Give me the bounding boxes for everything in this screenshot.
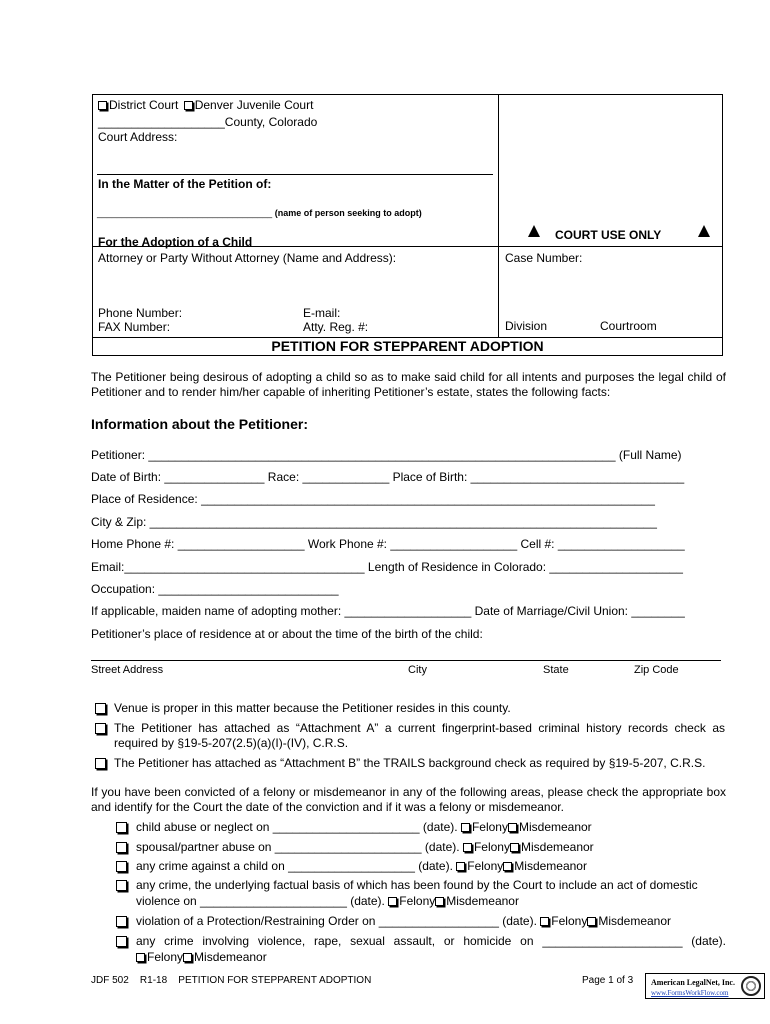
felony-label: Felony: [467, 859, 504, 873]
misdemeanor-label: Misdemeanor: [518, 820, 592, 834]
triangle-left-icon: [528, 224, 540, 242]
caption-box: [92, 94, 723, 356]
email-residence-length-field[interactable]: Email:____________________________________ Length of Residence in Colorado: ____________________: [91, 560, 683, 574]
fax-label: FAX Number:: [98, 320, 171, 334]
misdemeanor-label: Misdemeanor: [194, 950, 267, 964]
attachment-b-statement: The Petitioner has attached as “Attachment B” the TRAILS background check as required by §19-5-207, C.R.S.: [114, 756, 706, 770]
child-abuse-misdemeanor-checkbox[interactable]: [508, 823, 517, 832]
felony-label: Felony: [471, 820, 508, 834]
email-label: E-mail:: [303, 306, 341, 320]
attachment-a-checkbox[interactable]: [95, 720, 114, 738]
felony-label: Felony: [551, 914, 588, 928]
convictions-intro: If you have been convicted of a felony or misdemeanor in any of the following areas, please check the appropriate box and identify for the Court the date of the conviction and if it was a felony or misdemeanor.: [91, 785, 726, 814]
spousal-abuse-row: [136, 840, 594, 854]
vendor-logo: [645, 973, 765, 999]
violent-crime-classification: [136, 950, 267, 964]
restraining-order-misdemeanor-checkbox[interactable]: [587, 917, 596, 926]
matter-label: In the Matter of the Petition of:: [98, 177, 272, 191]
child-abuse-felony-checkbox[interactable]: [461, 823, 470, 832]
crime-against-child-felony-checkbox[interactable]: [456, 862, 465, 871]
phones-field[interactable]: Home Phone #: ___________________ Work Phone #: ___________________ Cell #: ___________________: [91, 537, 685, 551]
violent-crime-felony-checkbox[interactable]: [136, 953, 145, 962]
domestic-violence-misdemeanor-checkbox[interactable]: [435, 897, 444, 906]
form-revision: R1-18: [139, 975, 168, 986]
phone-label: Phone Number:: [98, 306, 183, 320]
crime-against-child-misdemeanor-checkbox[interactable]: [503, 862, 512, 871]
petitioner-name-field[interactable]: Petitioner: ______________________________________________________________________ (Full Name): [91, 448, 682, 462]
violent-crime-misdemeanor-checkbox[interactable]: [183, 953, 192, 962]
violent-crime-text[interactable]: any crime involving violence, rape, sexual assault, or homicide on _____________________ (date).: [136, 934, 726, 948]
vendor-name: American LegalNet, Inc.: [651, 978, 735, 987]
vendor-url-link[interactable]: www.FormsWorkFlow.com: [651, 989, 729, 997]
domestic-violence-text-2[interactable]: violence on ______________________ (date).: [136, 894, 385, 908]
court-selection: [98, 98, 313, 112]
misdemeanor-label: Misdemeanor: [514, 859, 587, 873]
division-label: Division: [505, 319, 548, 333]
attachment-a-statement: The Petitioner has attached as “Attachment A” a current fingerprint-based criminal history records check as required by §19-5-207(2.5)(a)(I)-(IV), C.R.S.: [114, 721, 725, 750]
attorney-label: Attorney or Party Without Attorney (Name and Address):: [98, 251, 397, 265]
felony-label: Felony: [399, 894, 436, 908]
domestic-violence-felony-checkbox[interactable]: [388, 897, 397, 906]
domestic-violence-row: [136, 894, 519, 908]
county-line[interactable]: ___________________County, Colorado: [98, 115, 318, 129]
crime-against-child-checkbox[interactable]: [116, 858, 135, 876]
intro-paragraph: The Petitioner being desirous of adopting a child so as to make said child for all intents and purposes the legal child of Petitioner and to render him/her capable of inheriting Petitioner’s estate, states the following facts:: [91, 370, 726, 399]
caption-divider: [498, 94, 499, 337]
maiden-name-marriage-field[interactable]: If applicable, maiden name of adopting mother: ___________________ Date of Marriage/Civil Union: ________: [91, 604, 685, 618]
juvenile-court-checkbox[interactable]: [184, 101, 193, 110]
form-title: PETITION FOR STEPPARENT ADOPTION: [271, 338, 544, 354]
district-court-label: District Court: [109, 98, 179, 112]
violent-crime-checkbox[interactable]: [116, 933, 135, 951]
birth-address-line[interactable]: [91, 660, 721, 661]
petitioner-heading: Information about the Petitioner:: [91, 416, 308, 432]
petitioner-name-blank[interactable]: ___________________________________: [97, 208, 273, 218]
felony-label: Felony: [147, 950, 184, 964]
felony-label: Felony: [473, 840, 510, 854]
atty-reg-label: Atty. Reg. #:: [303, 320, 369, 334]
misdemeanor-label: Misdemeanor: [446, 894, 519, 908]
page-number: Page 1 of 3: [582, 975, 634, 986]
occupation-field[interactable]: Occupation: ___________________________: [91, 582, 339, 596]
juvenile-court-label: Denver Juvenile Court: [194, 98, 314, 112]
child-abuse-row: [136, 820, 592, 834]
restraining-order-felony-checkbox[interactable]: [540, 917, 549, 926]
district-court-checkbox[interactable]: [98, 101, 107, 110]
city-zip-field[interactable]: City & Zip: ____________________________________________________________________________: [91, 515, 657, 529]
venue-checkbox[interactable]: [95, 700, 114, 718]
spousal-abuse-text[interactable]: spousal/partner abuse on ______________________ (date).: [136, 840, 460, 854]
domestic-violence-checkbox[interactable]: [116, 877, 135, 895]
misdemeanor-label: Misdemeanor: [520, 840, 594, 854]
child-abuse-checkbox[interactable]: [116, 819, 135, 837]
vendor-seal-icon: [741, 976, 761, 996]
caption-rule-address: [97, 174, 493, 175]
state-label: State: [543, 664, 569, 676]
petitioner-name-line: [97, 208, 422, 218]
court-use-only: COURT USE ONLY: [555, 228, 662, 242]
domestic-violence-text-1: any crime, the underlying factual basis of which has been found by the Court to include an act of domestic: [136, 878, 698, 892]
adoption-label: For the Adoption of a Child: [98, 235, 253, 249]
misdemeanor-label: Misdemeanor: [598, 914, 672, 928]
restraining-order-row: [136, 914, 671, 928]
case-number-label: Case Number:: [505, 251, 583, 265]
form-footer-id: [91, 975, 371, 986]
birth-residence-label: Petitioner’s place of residence at or about the time of the birth of the child:: [91, 627, 483, 641]
spousal-abuse-misdemeanor-checkbox[interactable]: [510, 843, 519, 852]
petitioner-name-hint: (name of person seeking to adopt): [274, 208, 422, 218]
form-name: PETITION FOR STEPPARENT ADOPTION: [178, 975, 372, 986]
crime-against-child-text[interactable]: any crime against a child on ___________________ (date).: [136, 859, 453, 873]
form-id: JDF 502: [91, 975, 129, 986]
restraining-order-checkbox[interactable]: [116, 913, 135, 931]
spousal-abuse-felony-checkbox[interactable]: [463, 843, 472, 852]
attachment-b-checkbox[interactable]: [95, 755, 114, 773]
spousal-abuse-checkbox[interactable]: [116, 839, 135, 857]
crime-against-child-row: [136, 859, 587, 873]
venue-statement: Venue is proper in this matter because the Petitioner resides in this county.: [114, 701, 511, 715]
dob-race-birthplace-field[interactable]: Date of Birth: _______________ Race: _____________ Place of Birth: ________________________________: [91, 470, 685, 484]
courtroom-label: Courtroom: [600, 319, 657, 333]
child-abuse-text[interactable]: child abuse or neglect on ______________________ (date).: [136, 820, 458, 834]
court-address-label: Court Address:: [98, 130, 178, 144]
restraining-order-text[interactable]: violation of a Protection/Restraining Order on __________________ (date).: [136, 914, 537, 928]
street-address-label: Street Address: [91, 664, 164, 676]
residence-field[interactable]: Place of Residence: ____________________________________________________________________: [91, 492, 655, 506]
zip-code-label: Zip Code: [634, 664, 679, 676]
city-label: City: [408, 664, 427, 676]
triangle-right-icon: [698, 224, 710, 242]
